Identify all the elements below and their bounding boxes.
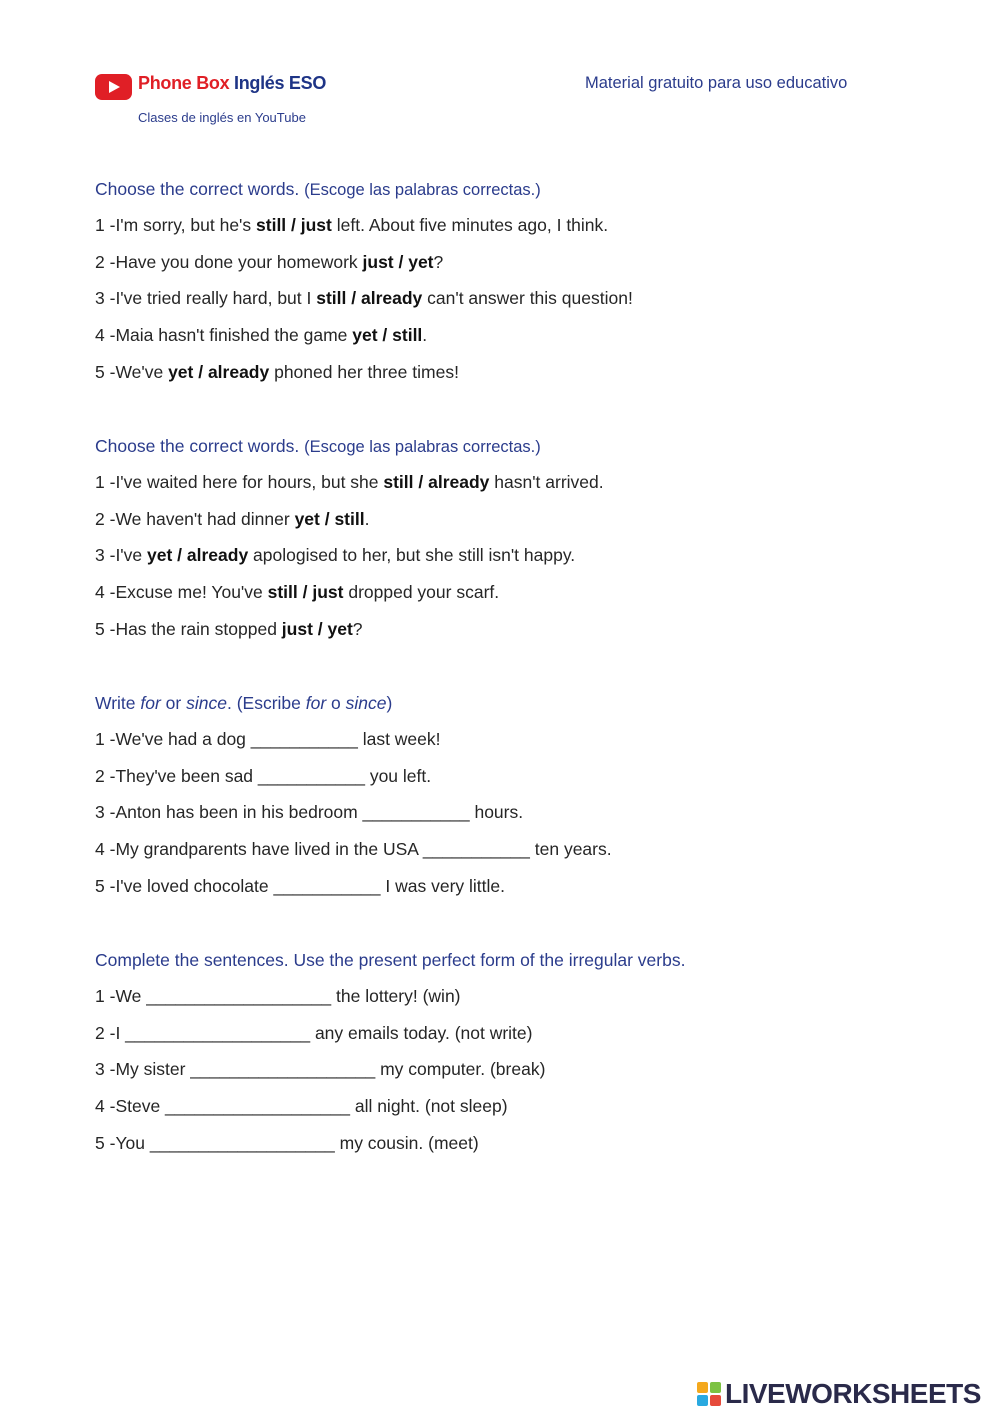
exercise-item (95, 285, 915, 322)
exercise-heading (95, 690, 915, 716)
item-text: I've (115, 545, 147, 566)
item-text: We've (115, 361, 169, 382)
exercise-section-3 (95, 690, 915, 909)
exercise-item (95, 763, 915, 800)
item-text[interactable]: They've been sad ___________ you left. (115, 765, 432, 786)
item-number: 1 - (95, 215, 116, 235)
page-header (95, 70, 895, 130)
exercise-item (95, 1020, 915, 1057)
item-number: 4 - (95, 325, 116, 346)
exercise-item (95, 542, 915, 579)
item-choice[interactable]: just / yet (362, 251, 434, 272)
exercise-item (95, 873, 915, 910)
item-text: I've tried really hard, but I (115, 288, 317, 309)
heading-part: Write (95, 693, 141, 713)
brand-name-red: Phone Box (138, 73, 230, 93)
item-text: Has the rain stopped (115, 618, 282, 639)
item-choice[interactable]: still / just (267, 582, 344, 603)
exercise-item (95, 1056, 915, 1093)
youtube-icon (95, 74, 132, 100)
item-text: can't answer this question! (422, 288, 633, 309)
exercise-item (95, 249, 915, 286)
exercise-list (95, 212, 915, 395)
item-text[interactable]: My grandparents have lived in the USA ___________ ten years. (115, 839, 612, 860)
item-choice[interactable]: still / just (256, 215, 332, 235)
item-number: 4 - (95, 839, 116, 860)
exercise-heading: Complete the sentences. Use the present perfect form of the irregular verbs. (95, 950, 686, 970)
item-text: dropped your scarf. (343, 582, 500, 603)
item-number: 4 - (95, 1096, 116, 1117)
item-number: 3 - (95, 1059, 116, 1080)
item-choice[interactable]: yet / still (294, 508, 365, 529)
exercise-item (95, 836, 915, 873)
brand-title (138, 73, 326, 94)
item-choice[interactable]: yet / already (147, 545, 249, 566)
exercise-item (95, 983, 915, 1020)
item-text: apologised to her, but she still isn't happy. (248, 545, 576, 566)
item-choice[interactable]: still / already (383, 472, 490, 492)
exercise-heading (95, 433, 915, 459)
exercise-item (95, 799, 915, 836)
brand-name-blue: Inglés ESO (234, 73, 327, 93)
exercise-item (95, 212, 915, 249)
item-text[interactable]: I've loved chocolate ___________ I was very little. (115, 875, 505, 896)
heading-spanish: (Escoge las palabras correctas.) (304, 181, 541, 199)
item-text[interactable]: You ___________________ my cousin. (meet) (115, 1132, 479, 1153)
exercise-item (95, 322, 915, 359)
item-number: 5 - (95, 875, 116, 896)
heading-spanish: (Escoge las palabras correctas.) (304, 438, 541, 456)
item-choice[interactable]: yet / still (352, 325, 423, 346)
heading-part: for (140, 693, 161, 713)
item-number: 1 - (95, 729, 116, 749)
exercise-list (95, 469, 915, 652)
exercise-item (95, 616, 915, 653)
exercise-item (95, 1093, 915, 1130)
item-text[interactable]: Anton has been in his bedroom ___________ hours. (115, 802, 524, 823)
item-choice[interactable]: just / yet (281, 618, 353, 639)
exercise-section-1 (95, 176, 915, 395)
item-number: 1 - (95, 472, 116, 492)
exercise-item (95, 359, 915, 396)
item-text: ? (433, 251, 444, 272)
exercise-section-4 (95, 947, 915, 1166)
item-choice[interactable]: yet / already (168, 361, 270, 382)
item-text[interactable]: We've had a dog ___________ last week! (115, 729, 441, 749)
heading-english: Choose the correct words. (95, 179, 300, 199)
item-number: 4 - (95, 582, 116, 603)
liveworksheets-wordmark: LIVEWORKSHEETS (725, 1378, 981, 1409)
item-text: Excuse me! You've (115, 582, 268, 603)
item-text: I've waited here for hours, but she (115, 472, 384, 492)
exercise-section-2 (95, 433, 915, 652)
heading-english: Choose the correct words. (95, 436, 300, 456)
exercise-list (95, 983, 915, 1166)
heading-part: (Escribe (236, 693, 306, 713)
item-text: We haven't had dinner (115, 508, 295, 529)
exercise-heading (95, 176, 915, 202)
item-number: 2 - (95, 508, 116, 529)
item-text: left. About five minutes ago, I think. (331, 215, 609, 235)
item-text[interactable]: I ___________________ any emails today. (not write) (115, 1022, 533, 1043)
exercise-item (95, 726, 915, 763)
item-text: . (364, 508, 370, 529)
item-text: phoned her three times! (269, 361, 459, 382)
heading-part: since (186, 693, 227, 713)
exercise-item (95, 506, 915, 543)
item-text: . (422, 325, 428, 346)
item-number: 5 - (95, 361, 116, 382)
item-text: ? (352, 618, 363, 639)
exercise-item (95, 469, 915, 506)
exercise-item (95, 579, 915, 616)
item-text[interactable]: Steve ___________________ all night. (not sleep) (115, 1096, 508, 1117)
item-number: 5 - (95, 1132, 116, 1153)
item-text: Have you done your homework (115, 251, 363, 272)
item-number: 2 - (95, 251, 116, 272)
header-notice: Material gratuito para uso educativo (585, 74, 848, 92)
brand-subtitle: Clases de inglés en YouTube (138, 110, 306, 125)
item-number: 5 - (95, 618, 116, 639)
item-choice[interactable]: still / already (316, 288, 423, 309)
item-text: Maia hasn't finished the game (115, 325, 353, 346)
item-text[interactable]: We ___________________ the lottery! (win) (115, 986, 461, 1006)
exercise-item (95, 1130, 915, 1167)
heading-part: for (305, 693, 327, 713)
item-text: I'm sorry, but he's (115, 215, 257, 235)
heading-part: or (160, 693, 187, 713)
item-text: hasn't arrived. (489, 472, 604, 492)
liveworksheets-icon (697, 1382, 721, 1406)
item-number: 3 - (95, 802, 116, 823)
exercise-list (95, 726, 915, 909)
heading-part: o (326, 693, 346, 713)
item-number: 1 - (95, 986, 116, 1006)
item-number: 2 - (95, 1022, 116, 1043)
heading-part: . (226, 693, 237, 713)
item-number: 3 - (95, 288, 116, 309)
heading-part: ) (386, 693, 393, 713)
item-number: 2 - (95, 765, 116, 786)
item-text[interactable]: My sister ___________________ my computer. (break) (115, 1059, 546, 1080)
item-number: 3 - (95, 545, 116, 566)
heading-part: since (345, 693, 387, 713)
